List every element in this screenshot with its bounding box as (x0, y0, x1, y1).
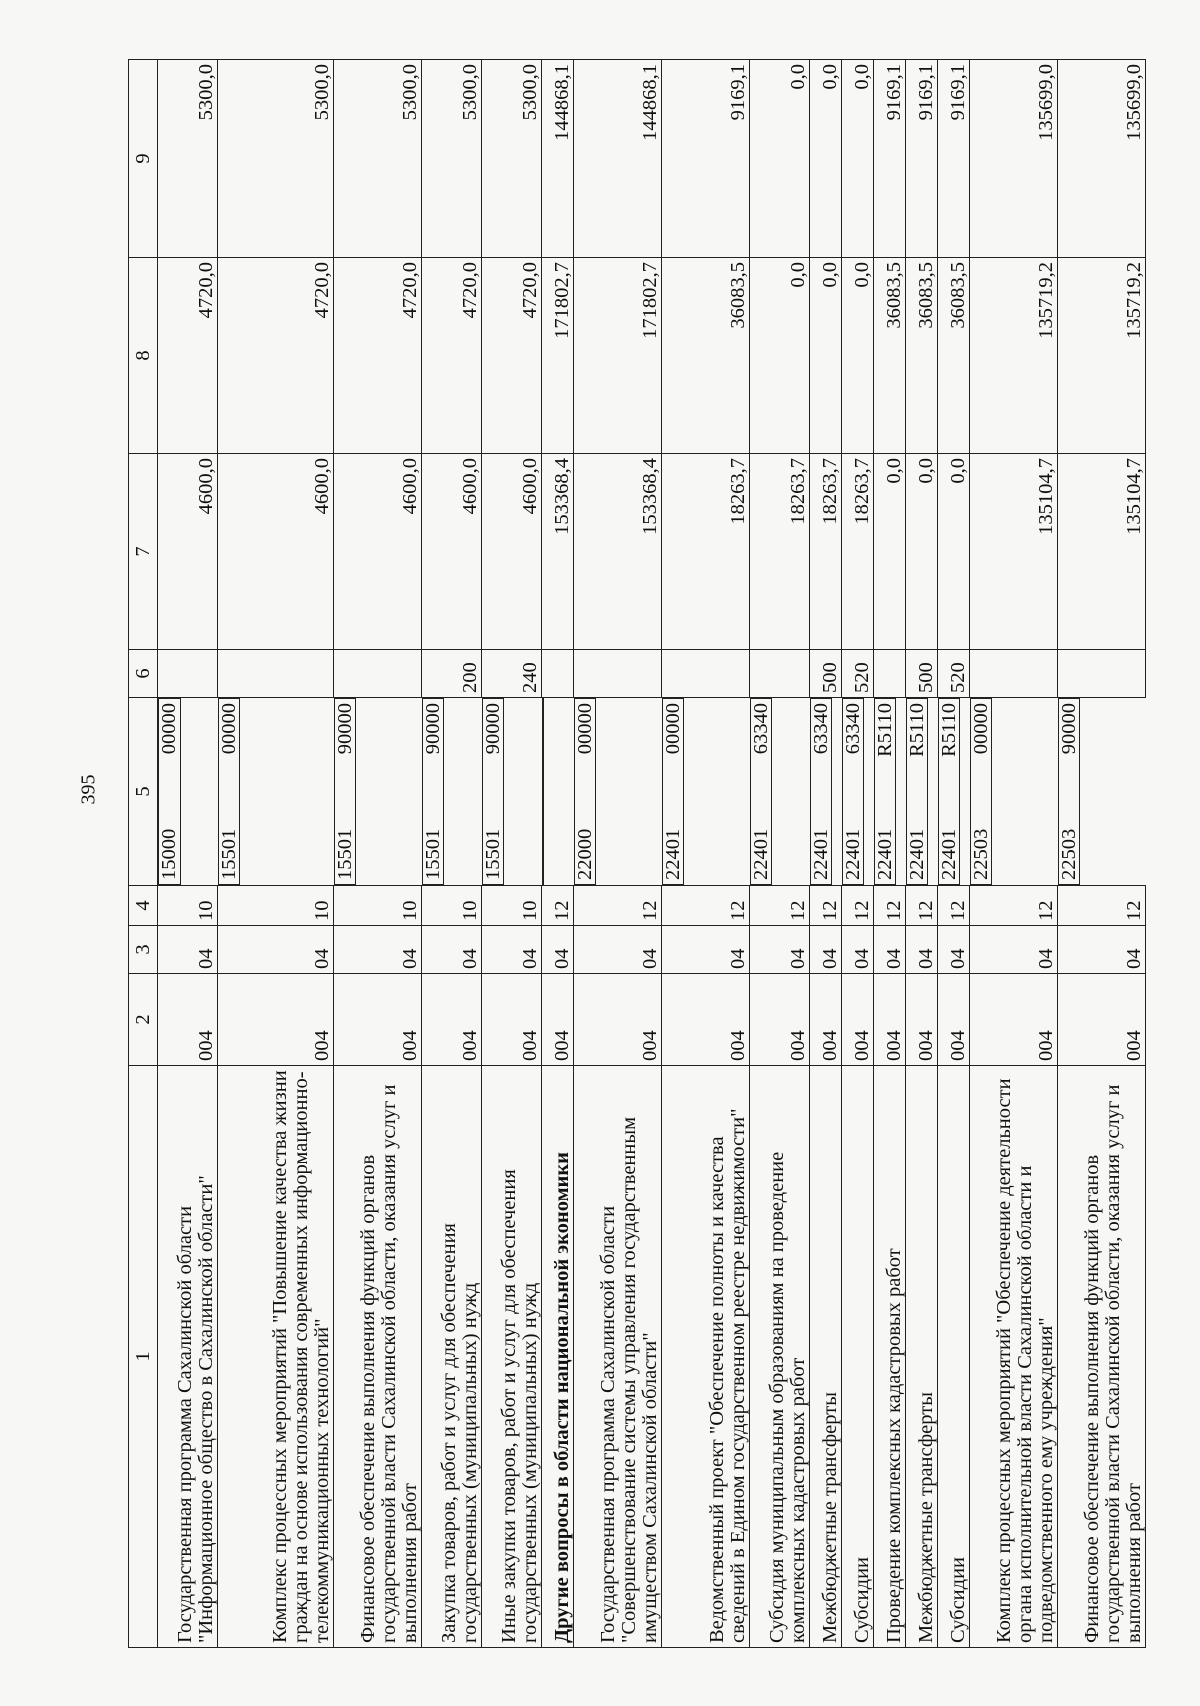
amount-col8-cell: 36083,5 (906, 258, 938, 454)
rz-code-cell: 04 (158, 926, 218, 974)
csr-code-cell (158, 698, 181, 885)
csr-direction-code: 00000 (158, 703, 180, 755)
csr-code-cell (482, 698, 505, 885)
vr-code-cell: 520 (842, 650, 874, 698)
row-name-cell: Финансовое обеспечение выполнения функций органов государственной власти Сахалинской области, оказания услуг и выполнения работ (334, 1066, 422, 1648)
amount-col9-cell: 0,0 (810, 60, 842, 258)
csr-program-code: 22503 (969, 828, 992, 880)
gr-code-cell: 004 (1058, 974, 1146, 1066)
table-row (938, 60, 970, 1648)
csr-program-code: 22000 (573, 828, 596, 880)
table-row (810, 60, 842, 1648)
table-row (842, 60, 874, 1648)
rz-code-cell: 04 (574, 926, 662, 974)
amount-col9-cell: 0,0 (842, 60, 874, 258)
header-cell-5: 5 (129, 698, 158, 886)
pr-code-cell: 12 (842, 886, 874, 926)
pr-code-cell: 10 (482, 886, 542, 926)
header-cell-4: 4 (129, 886, 158, 926)
rotated-table-container (128, 60, 1146, 1648)
csr-direction-code: 90000 (481, 703, 504, 755)
amount-col8-cell: 171802,7 (542, 258, 574, 454)
csr-direction-code: 00000 (217, 703, 240, 755)
table-row (750, 60, 810, 1648)
amount-col7-cell: 18263,7 (842, 454, 874, 650)
vr-code-cell (218, 650, 334, 698)
csr-code-cell (422, 698, 445, 885)
gr-code-cell: 004 (218, 974, 334, 1066)
csr-code-cell (938, 698, 961, 885)
gr-code-cell: 004 (874, 974, 906, 1066)
csr-code-cell (574, 698, 597, 885)
row-name-cell: Субсидии (842, 1066, 874, 1648)
amount-col7-cell: 4600,0 (422, 454, 482, 650)
amount-col9-cell: 135699,0 (1058, 60, 1146, 258)
header-cell-6: 6 (129, 650, 158, 698)
csr-code-cell (810, 698, 833, 885)
amount-col7-cell: 18263,7 (662, 454, 750, 650)
amount-col7-cell: 18263,7 (810, 454, 842, 650)
csr-code-cell (842, 698, 865, 885)
header-cell-7: 7 (129, 454, 158, 650)
amount-col9-cell: 135699,0 (970, 60, 1058, 258)
amount-col9-cell: 9169,1 (938, 60, 970, 258)
amount-col9-cell: 5300,0 (158, 60, 218, 258)
gr-code-cell: 004 (482, 974, 542, 1066)
gr-code-cell: 004 (542, 974, 574, 1066)
row-name-cell: Государственная программа Сахалинской области "Совершенствование системы управления государственным имуществом Сахалинской области" (574, 1066, 662, 1648)
csr-program-code: 22401 (873, 828, 896, 880)
amount-col8-cell: 4720,0 (482, 258, 542, 454)
budget-table (128, 59, 1146, 1648)
csr-direction-code: 00000 (573, 703, 596, 755)
csr-direction-code: 00000 (661, 703, 684, 755)
rz-code-cell: 04 (542, 926, 574, 974)
amount-col8-cell: 4720,0 (422, 258, 482, 454)
amount-col9-cell: 5300,0 (334, 60, 422, 258)
amount-col7-cell: 0,0 (906, 454, 938, 650)
csr-program-code: 15501 (333, 828, 356, 880)
row-name-cell: Комплекс процессных мероприятий "Обеспечение деятельности органа исполнительной власти Сахалинской области и подведомственного ему учреждения" (970, 1066, 1058, 1648)
csr-code-cell (542, 698, 544, 885)
amount-col7-cell: 4600,0 (158, 454, 218, 650)
pr-code-cell: 12 (874, 886, 906, 926)
vr-code-cell (542, 650, 574, 698)
csr-program-code: 22401 (661, 828, 684, 880)
vr-code-cell: 240 (482, 650, 542, 698)
table-sheet (128, 60, 1146, 1648)
rz-code-cell: 04 (938, 926, 970, 974)
amount-col7-cell: 18263,7 (750, 454, 810, 650)
csr-program-code: 22401 (809, 828, 832, 880)
amount-col8-cell: 4720,0 (158, 258, 218, 454)
gr-code-cell: 004 (810, 974, 842, 1066)
row-name-cell: Другие вопросы в области национальной экономики (542, 1066, 574, 1648)
pr-code-cell: 10 (334, 886, 422, 926)
csr-program-code: 22401 (841, 828, 864, 880)
csr-program-code: 15501 (217, 828, 240, 880)
amount-col9-cell: 0,0 (750, 60, 810, 258)
amount-col7-cell: 4600,0 (334, 454, 422, 650)
csr-direction-code: 90000 (333, 703, 356, 755)
amount-col7-cell: 153368,4 (574, 454, 662, 650)
row-name-cell: Субсидия муниципальным образованиям на проведение комплексных кадастровых работ (750, 1066, 810, 1648)
csr-direction-code: R5110 (873, 703, 896, 757)
csr-code-cell (662, 698, 685, 885)
amount-col8-cell: 36083,5 (874, 258, 906, 454)
vr-code-cell (662, 650, 750, 698)
table-row (970, 60, 1058, 1648)
amount-col7-cell: 0,0 (874, 454, 906, 650)
vr-code-cell (334, 650, 422, 698)
gr-code-cell: 004 (334, 974, 422, 1066)
vr-code-cell (750, 650, 810, 698)
row-name-cell: Проведение комплексных кадастровых работ (874, 1066, 906, 1648)
pr-code-cell: 12 (810, 886, 842, 926)
vr-code-cell (158, 650, 218, 698)
amount-col8-cell: 4720,0 (218, 258, 334, 454)
pr-code-cell: 12 (1058, 886, 1146, 926)
rz-code-cell: 04 (662, 926, 750, 974)
vr-code-cell: 200 (422, 650, 482, 698)
header-cell-3: 3 (129, 926, 158, 974)
amount-col8-cell: 135719,2 (1058, 258, 1146, 454)
vr-code-cell (1058, 650, 1146, 698)
pr-code-cell: 12 (906, 886, 938, 926)
csr-program-code: 22401 (749, 828, 772, 880)
table-row (874, 60, 906, 1648)
rz-code-cell: 04 (750, 926, 810, 974)
pr-code-cell: 10 (422, 886, 482, 926)
row-name-cell: Иные закупки товаров, работ и услуг для обеспечения государственных (муниципальных) нужд (482, 1066, 542, 1648)
amount-col8-cell: 36083,5 (938, 258, 970, 454)
row-name-cell: Межбюджетные трансферты (906, 1066, 938, 1648)
row-name-cell: Государственная программа Сахалинской области "Информационное общество в Сахалинской области" (158, 1066, 218, 1648)
csr-program-code: 22401 (905, 828, 928, 880)
rz-code-cell: 04 (334, 926, 422, 974)
rz-code-cell: 04 (970, 926, 1058, 974)
amount-col8-cell: 135719,2 (970, 258, 1058, 454)
csr-code-cell (874, 698, 897, 885)
pr-code-cell: 12 (542, 886, 574, 926)
gr-code-cell: 004 (938, 974, 970, 1066)
gr-code-cell: 004 (158, 974, 218, 1066)
csr-program-code: 22401 (937, 828, 960, 880)
csr-code-cell (906, 698, 929, 885)
pr-code-cell: 12 (662, 886, 750, 926)
csr-direction-code: R5110 (905, 703, 928, 757)
page-number: 395 (77, 774, 100, 805)
csr-direction-code: 63340 (809, 703, 832, 755)
vr-code-cell (574, 650, 662, 698)
header-cell-8: 8 (129, 258, 158, 454)
table-row (158, 60, 218, 1648)
amount-col8-cell: 0,0 (810, 258, 842, 454)
gr-code-cell: 004 (422, 974, 482, 1066)
vr-code-cell: 520 (938, 650, 970, 698)
table-row (1058, 60, 1146, 1648)
amount-col7-cell: 4600,0 (218, 454, 334, 650)
amount-col7-cell: 153368,4 (542, 454, 574, 650)
rz-code-cell: 04 (422, 926, 482, 974)
gr-code-cell: 004 (842, 974, 874, 1066)
csr-direction-code: 90000 (421, 703, 444, 755)
amount-col9-cell: 5300,0 (422, 60, 482, 258)
amount-col7-cell: 135104,7 (1058, 454, 1146, 650)
rz-code-cell: 04 (810, 926, 842, 974)
table-row (218, 60, 334, 1648)
csr-code-cell (970, 698, 993, 885)
csr-program-code: 15000 (158, 828, 180, 880)
csr-program-code: 15501 (481, 828, 504, 880)
csr-code-cell (334, 698, 357, 885)
table-row (422, 60, 482, 1648)
csr-direction-code: 90000 (1057, 703, 1080, 755)
amount-col7-cell: 0,0 (938, 454, 970, 650)
header-cell-1: 1 (129, 1066, 158, 1648)
pr-code-cell: 12 (750, 886, 810, 926)
rz-code-cell: 04 (874, 926, 906, 974)
amount-col9-cell: 9169,1 (662, 60, 750, 258)
table-row (334, 60, 422, 1648)
header-row (129, 60, 158, 1648)
amount-col8-cell: 171802,7 (574, 258, 662, 454)
rz-code-cell: 04 (482, 926, 542, 974)
amount-col9-cell: 5300,0 (218, 60, 334, 258)
vr-code-cell (970, 650, 1058, 698)
table-row (542, 60, 574, 1648)
table-row (662, 60, 750, 1648)
vr-code-cell: 500 (810, 650, 842, 698)
rz-code-cell: 04 (906, 926, 938, 974)
gr-code-cell: 004 (574, 974, 662, 1066)
row-name-cell: Закупка товаров, работ и услуг для обеспечения государственных (муниципальных) нужд (422, 1066, 482, 1648)
csr-code-cell (750, 698, 773, 885)
amount-col7-cell: 135104,7 (970, 454, 1058, 650)
pr-code-cell: 12 (938, 886, 970, 926)
amount-col7-cell: 4600,0 (482, 454, 542, 650)
row-name-cell: Межбюджетные трансферты (810, 1066, 842, 1648)
vr-code-cell (874, 650, 906, 698)
rz-code-cell: 04 (842, 926, 874, 974)
row-name-cell: Ведомственный проект "Обеспечение полноты и качества сведений в Едином государственном реестре недвижимости" (662, 1066, 750, 1648)
csr-direction-code: 63340 (841, 703, 864, 755)
pr-code-cell: 10 (158, 886, 218, 926)
csr-direction-code: R5110 (937, 703, 960, 757)
csr-code-cell (218, 698, 241, 885)
amount-col9-cell: 144868,1 (542, 60, 574, 258)
amount-col9-cell: 9169,1 (874, 60, 906, 258)
amount-col9-cell: 144868,1 (574, 60, 662, 258)
csr-program-code: 22503 (1057, 828, 1080, 880)
amount-col8-cell: 4720,0 (334, 258, 422, 454)
gr-code-cell: 004 (906, 974, 938, 1066)
amount-col8-cell: 0,0 (842, 258, 874, 454)
vr-code-cell: 500 (906, 650, 938, 698)
csr-code-cell (1058, 698, 1081, 885)
amount-col8-cell: 36083,5 (662, 258, 750, 454)
rz-code-cell: 04 (1058, 926, 1146, 974)
pr-code-cell: 12 (970, 886, 1058, 926)
rz-code-cell: 04 (218, 926, 334, 974)
table-row (906, 60, 938, 1648)
row-name-cell: Финансовое обеспечение выполнения функций органов государственной власти Сахалинской области, оказания услуг и выполнения работ (1058, 1066, 1146, 1648)
csr-direction-code: 63340 (749, 703, 772, 755)
amount-col9-cell: 5300,0 (482, 60, 542, 258)
header-cell-2: 2 (129, 974, 158, 1066)
amount-col9-cell: 9169,1 (906, 60, 938, 258)
pr-code-cell: 12 (574, 886, 662, 926)
csr-program-code: 15501 (421, 828, 444, 880)
pr-code-cell: 10 (218, 886, 334, 926)
row-name-cell: Комплекс процессных мероприятий "Повышение качества жизни граждан на основе использования современных информационно-телекоммуникационных технологий" (218, 1066, 334, 1648)
row-name-cell: Субсидии (938, 1066, 970, 1648)
gr-code-cell: 004 (750, 974, 810, 1066)
table-row (482, 60, 542, 1648)
table-row (574, 60, 662, 1648)
gr-code-cell: 004 (662, 974, 750, 1066)
gr-code-cell: 004 (970, 974, 1058, 1066)
header-cell-9: 9 (129, 60, 158, 258)
csr-direction-code: 00000 (969, 703, 992, 755)
amount-col8-cell: 0,0 (750, 258, 810, 454)
